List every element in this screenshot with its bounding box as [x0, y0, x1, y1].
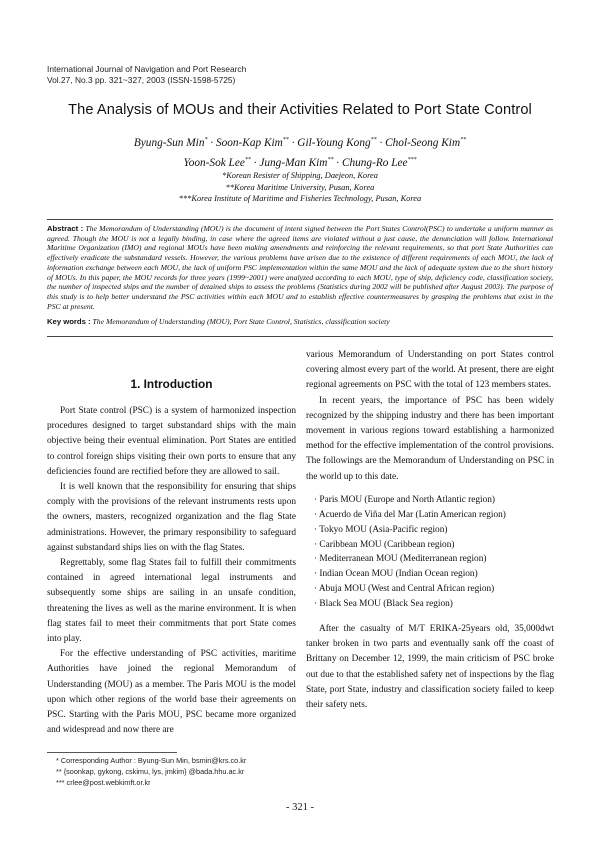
- author-mark: ***: [407, 156, 417, 163]
- paragraph: For the effective understanding of PSC activities, maritime Authorities have joined the regional Memorandum of Understanding (MOU) as a member. The Paris MOU is the model upon which other regions of the world base their agreements on PSC. Starting with the Paris MOU, PSC became more organized and widespread and now there are: [47, 649, 296, 736]
- paragraph: various Memorandum of Understanding on port States control covering almost every part of the world. At present, there are eight regional agreements on PSC with the total of 123 members states.: [306, 350, 554, 391]
- author-line-1: Byung-Sun Min* · Soon-Kap Kim** · Gil-Young Kong** · Chol-Seong Kim**: [133, 136, 467, 149]
- author-line-2: Yoon-Sok Lee** · Jung-Man Kim** · Chung-Ro Lee***: [183, 156, 417, 169]
- footnote-rule: [47, 752, 177, 753]
- author-name: Yoon-Sok Lee: [183, 156, 245, 169]
- left-column: [47, 404, 296, 738]
- affiliations: [0, 170, 600, 205]
- footnotes: [56, 756, 246, 788]
- author-name: Chung-Ro Lee: [341, 156, 408, 169]
- right-column: [306, 348, 554, 713]
- author-list: [0, 132, 600, 172]
- author-name: Gil-Young Kong: [297, 136, 371, 149]
- list-item: · Paris MOU (Europe and North Atlantic region): [306, 493, 554, 508]
- abstract: [47, 224, 553, 311]
- author-mark: **: [460, 137, 467, 143]
- journal-volume: Vol.27, No.3 pp. 321~327, 2003 (ISSN-1598-5725): [47, 74, 236, 85]
- keywords-text: The Memorandum of Understanding (MOU), Port State Control, Statistics, classification society: [92, 317, 390, 326]
- section-heading: 1. Introduction: [130, 377, 213, 391]
- footnote-2: ** {soonkap, gykong, cskimu, lys, jmkim} @bada.hhu.ac.kr: [56, 766, 245, 776]
- keywords: [47, 317, 553, 326]
- author-name: Byung-Sun Min: [133, 136, 205, 149]
- author-mark: *: [204, 137, 208, 143]
- affiliation-2: **Korea Maritime University, Pusan, Korea: [225, 182, 375, 192]
- paragraph: Port State control (PSC) is a system of harmonized inspection procedures designed to target substandard ships with the main objective being their eventual elimination. Port States are entitled to control foreign ships visiting their own ports to ensure that any deficiencies found are rectified before they are allowed to sail.: [47, 406, 296, 477]
- abstract-label: Abstract :: [47, 224, 84, 233]
- author-mark: **: [370, 137, 377, 143]
- paper-title: The Analysis of MOUs and their Activities Related to Port State Control: [68, 102, 532, 118]
- author-mark: **: [244, 156, 251, 163]
- list-item: · Mediterranean MOU (Mediterranean region): [306, 552, 554, 567]
- author-name: Soon-Kap Kim: [215, 136, 283, 149]
- list-item: · Caribbean MOU (Caribbean region): [306, 538, 554, 553]
- author-mark: **: [282, 137, 289, 143]
- author-mark: **: [327, 156, 334, 163]
- journal-header: [47, 64, 246, 85]
- abstract-text: The Memorandum of Understanding (MOU) is the document of intent signed between the Port States Control(PSC) to undertake a uniform manner as agreed. Though the MOU is not a legally binding, in case where the agreed items are violated without a just cause, the denunciation will follow. International Maritime Organization (IMO) and regional MOUs have been making amendments and reinforcing the relevant requirements, so that port State Authorities can effectively eradicate the substandard vessels. However, the various problems have arisen due to the existence of different requirements of each MOU, the lack of information exchange between each MOU, the lack of uniform PSC implementation within the same MOU and the lack of adequate system due to the short history of MOUs. In this paper, the MOU records for three years (1999~2001) were analyzed according to each MOU, type of ship, deficiency code, classification society, the number of inspected ships and the number of detained ships to assess the problems (Statistics during 2002 will be published after August 2003). The purpose of this study is to help better understand the PSC activities within each MOU and to establish effective countermeasures by grasping the problems that exist in the PSC at present.: [47, 224, 554, 311]
- mou-list: [306, 493, 554, 612]
- list-item: · Indian Ocean MOU (Indian Ocean region): [306, 567, 554, 582]
- footnote-3: *** crlee@post.webkimft.or.kr: [56, 777, 151, 787]
- footnote-1: * Corresponding Author : Byung-Sun Min, bsmin@krs.co.kr: [56, 756, 247, 765]
- keywords-label: Key words :: [47, 317, 91, 326]
- journal-name: International Journal of Navigation and Port Research: [47, 64, 247, 74]
- page-number: - 321 -: [286, 802, 314, 813]
- paragraph: Regrettably, some flag States fail to fulfill their commitments contained in agreed international legal instruments and subsequently some ships are sailing in an unsafe condition, threatening the lives as well as the marine environment. It is when flag states fail to meet their commitments that port State comes into play.: [47, 558, 296, 645]
- author-name: Jung-Man Kim: [259, 156, 328, 169]
- list-item: · Black Sea MOU (Black Sea region): [306, 597, 554, 612]
- abstract-bottom-rule: [47, 336, 553, 337]
- list-item: · Acuerdo de Viña del Mar (Latin American region): [306, 508, 554, 523]
- abstract-top-rule: [47, 219, 553, 220]
- affiliation-1: *Korean Resister of Shipping, Daejeon, Korea: [222, 171, 378, 180]
- paragraph: After the casualty of M/T ERIKA-25years old, 35,000dwt tanker broken in two parts and eventually sank off the coast of Brittany on December 12, 1999, the main criticism of PSC broke out due to that the established safety net of inspections by the flag State, port State, industry and classification society failed to keep their safety nets.: [306, 624, 554, 711]
- paragraph: It is well known that the responsibility for ensuring that ships comply with the provisions of the relevant instruments rests upon the owners, masters, recognized organization and the flag State administrations. However, the primary responsibility to safeguard against substandard ships lies on with the flag States.: [47, 482, 296, 553]
- author-name: Chol-Seong Kim: [385, 136, 461, 149]
- paragraph: In recent years, the importance of PSC has been widely recognized by the shipping industry and there has been important movement in various regions toward establishing a harmonized method for the effective implementation of the control provisions. The followings are the Memorandum of Understanding on PSC in the world up to this date.: [306, 395, 554, 482]
- list-item: · Tokyo MOU (Asia-Pacific region): [306, 523, 554, 538]
- list-item: · Abuja MOU (West and Central African region): [306, 582, 554, 597]
- affiliation-3: ***Korea Institute of Maritime and Fisheries Technology, Pusan, Korea: [178, 194, 422, 203]
